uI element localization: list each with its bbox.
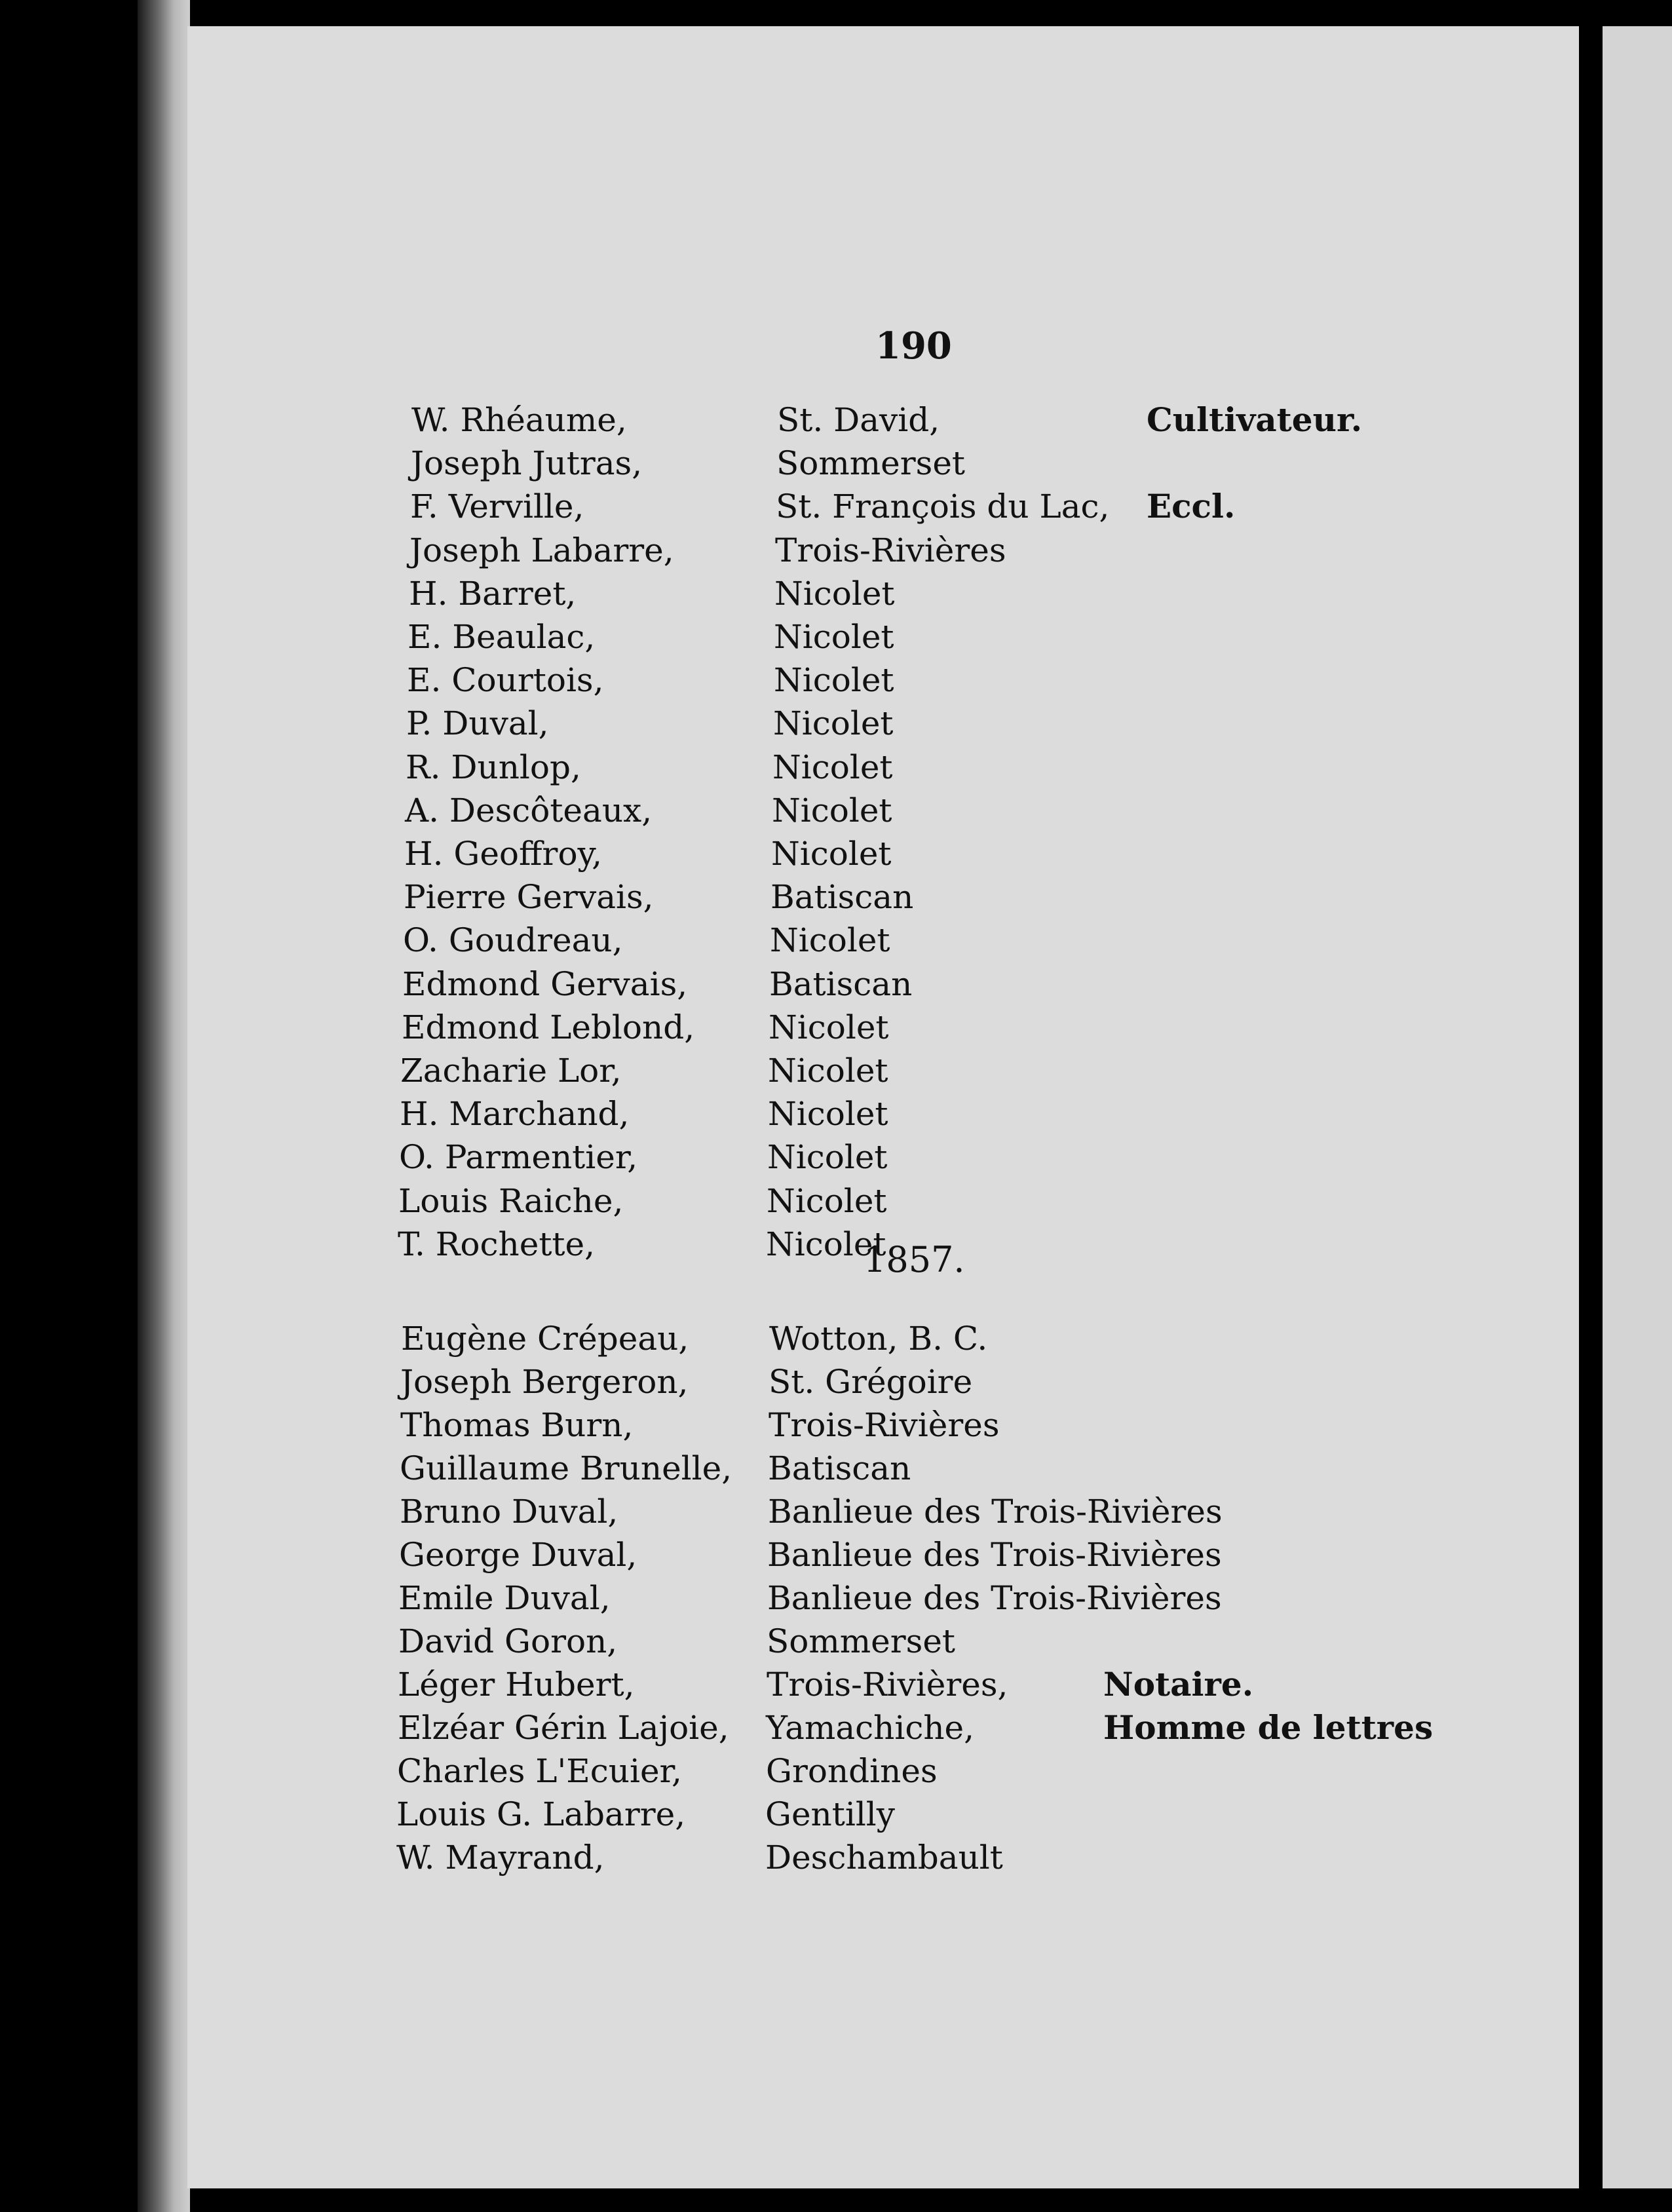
entry-occupation: Notaire. xyxy=(1103,1665,1254,1704)
entry-place: Sommerset xyxy=(776,444,966,483)
entry-place: Nicolet xyxy=(767,1181,887,1220)
entry-place: Nicolet xyxy=(772,748,893,786)
entry-name: Joseph Bergeron, xyxy=(400,1363,689,1401)
entry-place: Nicolet xyxy=(773,704,894,743)
entry-name: W. Mayrand, xyxy=(396,1839,605,1877)
entry-name: E. Beaulac, xyxy=(408,618,596,656)
entry-place: Nicolet xyxy=(772,791,892,830)
entry-name: F. Verville, xyxy=(410,487,584,526)
entry-place: Trois-Rivières, xyxy=(767,1666,1008,1704)
entry-name: O. Goudreau, xyxy=(403,921,623,960)
entry-name: Zacharie Lor, xyxy=(400,1052,622,1090)
entry-name: Louis G. Labarre, xyxy=(396,1795,686,1833)
page-number: 190 xyxy=(875,324,952,368)
entry-name: W. Rhéaume, xyxy=(411,401,627,439)
entry-place: Nicolet xyxy=(766,1225,886,1263)
entry-place: Nicolet xyxy=(768,1095,888,1134)
entry-name: Emile Duval, xyxy=(398,1579,611,1617)
entry-name: Bruno Duval, xyxy=(400,1493,618,1531)
entry-place: Nicolet xyxy=(767,1138,888,1177)
entry-place: Nicolet xyxy=(774,574,895,613)
entry-name: H. Barret, xyxy=(409,574,577,613)
entry-place: Sommerset xyxy=(767,1622,956,1660)
entry-name: Louis Raiche, xyxy=(398,1181,624,1220)
entry-name: George Duval, xyxy=(399,1536,637,1574)
entry-name: Elzéar Gérin Lajoie, xyxy=(398,1709,729,1747)
entry-name: Edmond Leblond, xyxy=(402,1008,695,1046)
entry-place: Nicolet xyxy=(771,835,892,873)
entry-place: St. François du Lac, xyxy=(776,487,1110,526)
entry-name: Guillaume Brunelle, xyxy=(400,1449,732,1487)
entry-place: Nicolet xyxy=(769,1008,889,1046)
entry-name: P. Duval, xyxy=(406,704,549,743)
entry-place: Banlieue des Trois-Rivières xyxy=(767,1536,1222,1574)
entry-place: Trois-Rivières xyxy=(775,531,1006,569)
entry-place: Yamachiche, xyxy=(766,1709,975,1747)
entry-place: Grondines xyxy=(766,1752,938,1790)
entry-place: Batiscan xyxy=(770,878,914,917)
entry-place: Banlieue des Trois-Rivières xyxy=(768,1493,1223,1531)
entry-place: Trois-Rivières xyxy=(769,1406,1000,1444)
entry-name: Pierre Gervais, xyxy=(404,878,654,917)
entry-place: Nicolet xyxy=(770,921,890,960)
entry-place: Deschambault xyxy=(765,1839,1003,1877)
entry-name: O. Parmentier, xyxy=(399,1138,638,1177)
entry-place: St. Grégoire xyxy=(769,1363,973,1401)
entry-name: H. Geoffroy, xyxy=(404,835,603,873)
entry-place: Wotton, B. C. xyxy=(769,1320,988,1358)
entry-name: Léger Hubert, xyxy=(398,1666,635,1704)
entry-name: Eugène Crépeau, xyxy=(401,1320,689,1358)
entry-name: David Goron, xyxy=(398,1622,618,1660)
entry-name: A. Descôteaux, xyxy=(405,791,653,830)
entry-name: T. Rochette, xyxy=(398,1225,596,1263)
entry-name: Joseph Labarre, xyxy=(409,531,674,569)
year-heading: 1857. xyxy=(864,1239,965,1280)
entry-place: Nicolet xyxy=(774,618,894,656)
entry-place: Gentilly xyxy=(765,1795,896,1833)
entry-name: Thomas Burn, xyxy=(400,1406,634,1444)
book-binding xyxy=(138,0,190,2212)
entry-name: Joseph Jutras, xyxy=(411,444,643,483)
facing-page-edge xyxy=(1603,26,1672,2188)
entry-occupation: Homme de lettres xyxy=(1103,1708,1434,1747)
entry-occupation: Eccl. xyxy=(1147,487,1236,526)
entry-name: Charles L'Ecuier, xyxy=(397,1752,682,1790)
entry-place: St. David, xyxy=(777,401,940,439)
entry-place: Nicolet xyxy=(768,1052,888,1090)
entry-name: H. Marchand, xyxy=(400,1095,630,1134)
entry-place: Nicolet xyxy=(774,661,894,700)
entry-name: E. Courtois, xyxy=(407,661,604,700)
entry-place: Banlieue des Trois-Rivières xyxy=(767,1579,1222,1617)
entry-name: R. Dunlop, xyxy=(406,748,581,786)
entry-place: Batiscan xyxy=(769,964,913,1003)
entry-place: Batiscan xyxy=(768,1449,911,1487)
page-gutter xyxy=(1579,0,1603,2212)
entry-occupation: Cultivateur. xyxy=(1147,400,1363,439)
entry-name: Edmond Gervais, xyxy=(402,964,688,1003)
